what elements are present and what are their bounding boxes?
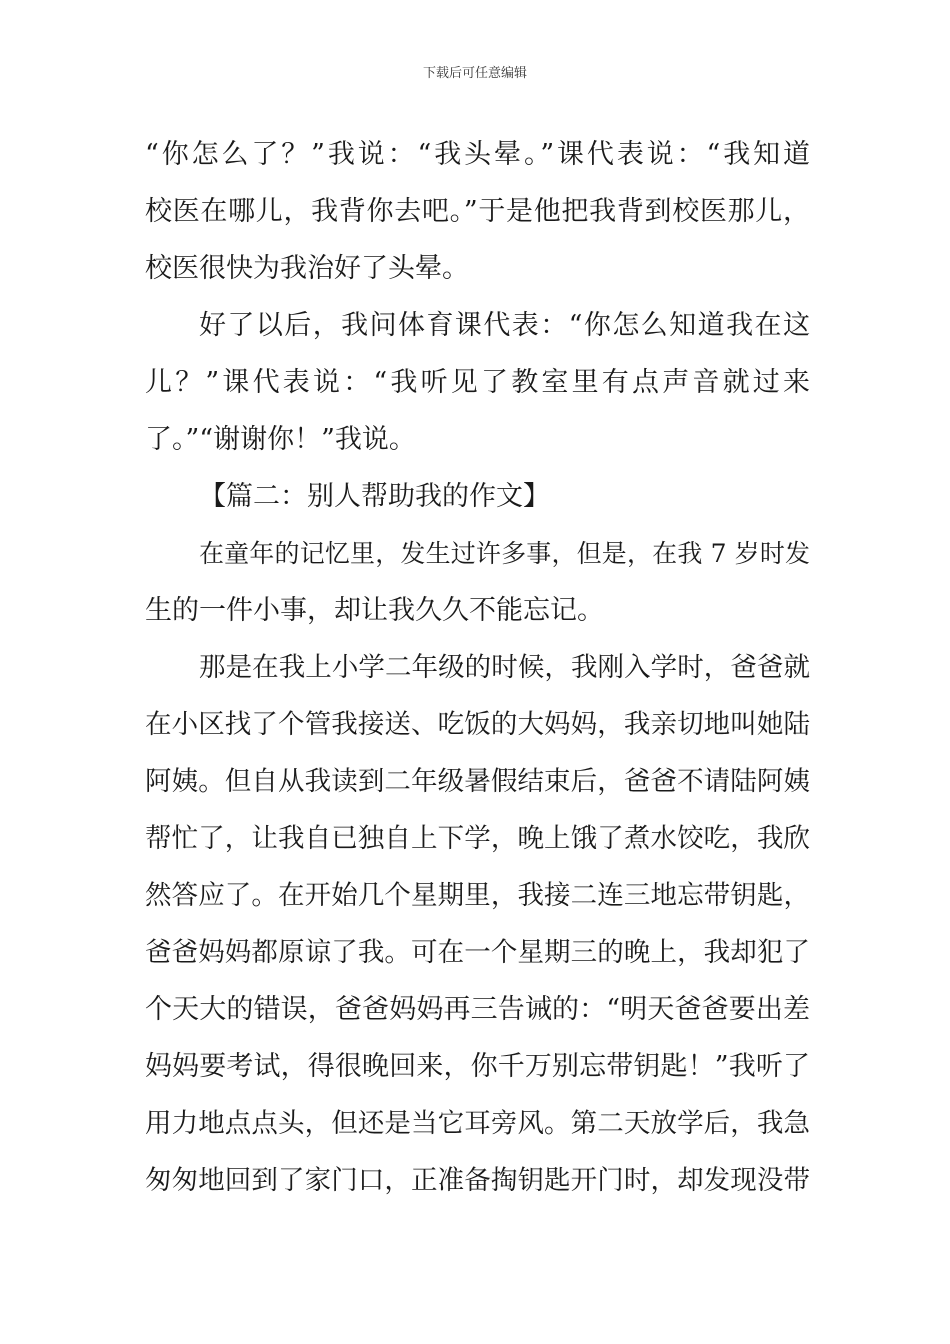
page-header: 下载后可任意编辑 — [422, 66, 527, 81]
text-line: 那是在我上小学二年级的时候，我刚入学时，爸爸就 — [199, 652, 810, 683]
text-line: 阿姨。但自从我读到二年级暑假结束后，爸爸不请陆阿姨 — [145, 766, 810, 797]
text-line: 爸爸妈妈都原谅了我。可在一个星期三的晚上，我却犯了 — [145, 937, 810, 968]
text-line: 在童年的记忆里，发生过许多事，但是，在我 7 岁时发 — [199, 539, 810, 568]
text-line: 校医很快为我治好了头晕。 — [145, 253, 469, 284]
text-line: 了。”“谢谢你！”我说。 — [145, 424, 416, 455]
text-line: 个天大的错误，爸爸妈妈再三告诫的：“明天爸爸要出差 — [145, 994, 810, 1025]
text-line: 妈妈要考试，得很晚回来，你千万别忘带钥匙！”我听了 — [145, 1051, 810, 1082]
text-line: 生的一件小事，却让我久久不能忘记。 — [145, 595, 604, 626]
text-line: 在小区找了个管我接送、吃饭的大妈妈，我亲切地叫她陆 — [145, 709, 810, 740]
text-line: 儿？”课代表说：“我听见了教室里有点声音就过来 — [145, 367, 810, 398]
text-line: 用力地点点头，但还是当它耳旁风。第二天放学后，我急 — [145, 1108, 810, 1139]
text-line: 【篇二：别人帮助我的作文】 — [199, 481, 550, 512]
text-line: 匆匆地回到了家门口，正准备掏钥匙开门时，却发现没带 — [145, 1165, 810, 1196]
text-line: 校医在哪儿，我背你去吧。”于是他把我背到校医那儿， — [145, 196, 810, 227]
text-line: 好了以后，我问体育课代表：“你怎么知道我在这 — [199, 310, 810, 341]
text-line: “你怎么了？”我说：“我头晕。”课代表说：“我知道 — [145, 139, 810, 170]
text-line: 然答应了。在开始几个星期里，我接二连三地忘带钥匙， — [145, 880, 810, 911]
text-line: 帮忙了，让我自已独自上下学，晚上饿了煮水饺吃，我欣 — [145, 823, 810, 854]
document-body — [145, 126, 810, 1209]
